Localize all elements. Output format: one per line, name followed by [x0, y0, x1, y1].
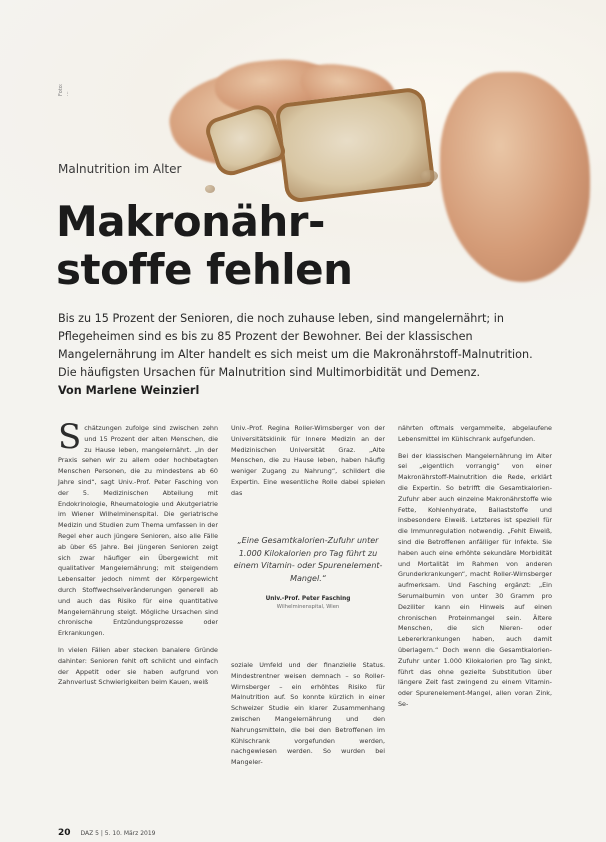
article-title [56, 198, 416, 294]
pull-quote-affiliation: Wilhelminenspital, Wien [276, 604, 340, 610]
text-column-1 [58, 417, 218, 694]
drop-cap: S [58, 417, 82, 457]
paragraph: In vielen Fällen aber stecken banalere Gründe dahinter: Senioren fehlt oft schlicht und einfach der Appetit oder sie haben aufgrund von Zahnverlust Schwierigkeiten beim Kauen, weiß [58, 645, 218, 687]
paragraph: Bei der klassischen Mangelernährung im Alter sei „eigentlich vorrangig“ von einer Makronährstoff-Malnutrition die Rede, erklärt die Expertin. So betrifft die Gesamtkalorien-Zufuhr aber auch einzelne Makronährstoffe wie Fette, Kohlenhydrate, Ballaststoffe und insbesondere Eiweiß. Letzteres ist speziell für die Immunregulation notwendig. „Fehlt Eiweiß, sind die Betroffenen anfälliger für Infekte. Sie haben auch eine erhöhte sekundäre Morbidität und Mortalität im Rahmen von anderen Grunderkrankungen“, macht Roller-Wirnsberger aufmerksam. Und Fasching ergänzt: „Ein Serumalbumin von unter 30 Gramm pro Deziliter kann ein Hinweis auf einen chronischen Proteinmangel sein. Ältere Menschen, die sich Nieren- oder Lebererkrankungen haben, auch damit überlagern.“ Doch wenn die Gesamtkalorien-Zufuhr unter 1.000 Kilokalorien pro Tag sinkt, führt das ohne gezielte Substitution über längere Zeit fast zwingend zu einem Vitamin- oder Spurenelement-Mangel, allen voran Zink, Se- [398, 451, 552, 708]
page-footer [58, 828, 155, 838]
text-column-2-continued [231, 660, 385, 774]
pull-quote-author: Univ.-Prof. Peter Fasching [265, 596, 351, 602]
issue-info: DAZ 5 | 5. 10. März 2019 [80, 830, 156, 837]
pull-quote [231, 535, 385, 611]
article-kicker: Malnutrition im Alter [58, 162, 182, 176]
bread-crumb [205, 185, 215, 193]
bread-slice [274, 86, 435, 204]
article-lead: Bis zu 15 Prozent der Senioren, die noch zuhause leben, sind mangelernährt; in Pflegeheimen sind es bis zu 85 Prozent der Bewohner. Bei der klassischen Mangelernährung im Alter handelt es sich meist um die Makronährstoff-Malnutrition. Die häufigsten Ursachen für Malnutrition sind Multimorbidität und Demenz. [58, 312, 533, 379]
article-byline: Von Marlene Weinzierl [58, 384, 200, 397]
bread-crumb [420, 170, 438, 182]
text-column-2 [231, 423, 385, 505]
title-line-1: Makronähr- [56, 197, 325, 246]
pull-quote-text: „Eine Gesamtkalorien-Zufuhr unter 1.000 Kilokalorien pro Tag führt zu einem Vitamin- oder Spurenelement-Mangel.“ [233, 536, 383, 583]
paragraph: soziale Umfeld und der finanzielle Status. Mindestrentner weisen demnach – so Roller-Wirnsberger – ein erhöhtes Risiko für Malnutrition auf. So konnte kürzlich in einer Schweizer Studie ein klarer Zusammenhang zwischen Mangelernährung und den Nahrungsmitteln, die bei den Betroffenen im Kühlschrank vorgefunden werden, nachgewiesen werden. So wurden bei Mangeler- [231, 661, 385, 767]
page-number: 20 [58, 828, 71, 838]
paragraph: nährten oftmals vergammelte, abgelaufene Lebensmittel im Kühlschrank aufgefunden. [398, 424, 552, 443]
paragraph [58, 417, 218, 639]
text-column-3 [398, 423, 552, 716]
photo-credit: Foto: ... [58, 83, 70, 96]
paragraph: Univ.-Prof. Regina Roller-Wirnsberger von der Universitätsklinik für Innere Medizin an der Medizinischen Universität Graz. „Alte Menschen, die zu Hause leben, haben häufig weniger Zugang zu Nahrung“, schildert die Expertin. Eine wesentliche Rolle dabei spielen das [231, 424, 385, 497]
title-line-2: stoffe fehlen [56, 245, 353, 294]
paragraph-text: chätzungen zufolge sind zwischen zehn und 15 Prozent der alten Menschen, die zu Hause leben, mangelernährt. „In der Praxis sehen wir zu allem oder hochbetagten Menschen Personen, die zu mindestens ab 60 Jahre sind“, sagt Univ.-Prof. Peter Fasching von der 5. Medizinischen Abteilung mit Endokrinologie, Rheumatologie und Akutgeriatrie im Wiener Wilhelminenspital. Die geriatrische Medizin und Studien zum Thema umfassen in der Regel eher auch jüngere Senioren, also alle Fälle ab über 65 Jahre. Bei jüngeren Senioren zeigt sich zwar häufiger ein Übergewicht mit qualitativer Mangelernährung; mit steigendem Lebensalter jedoch nimmt der Körpergewicht durch Stoffwechselveränderungen generell ab und auch das Risiko für eine quantitative Mangelernährung steigt. Mögliche Ursachen sind chronische Entzündungsprozesse oder Erkrankungen. [58, 424, 218, 638]
hand-shape [440, 72, 590, 282]
